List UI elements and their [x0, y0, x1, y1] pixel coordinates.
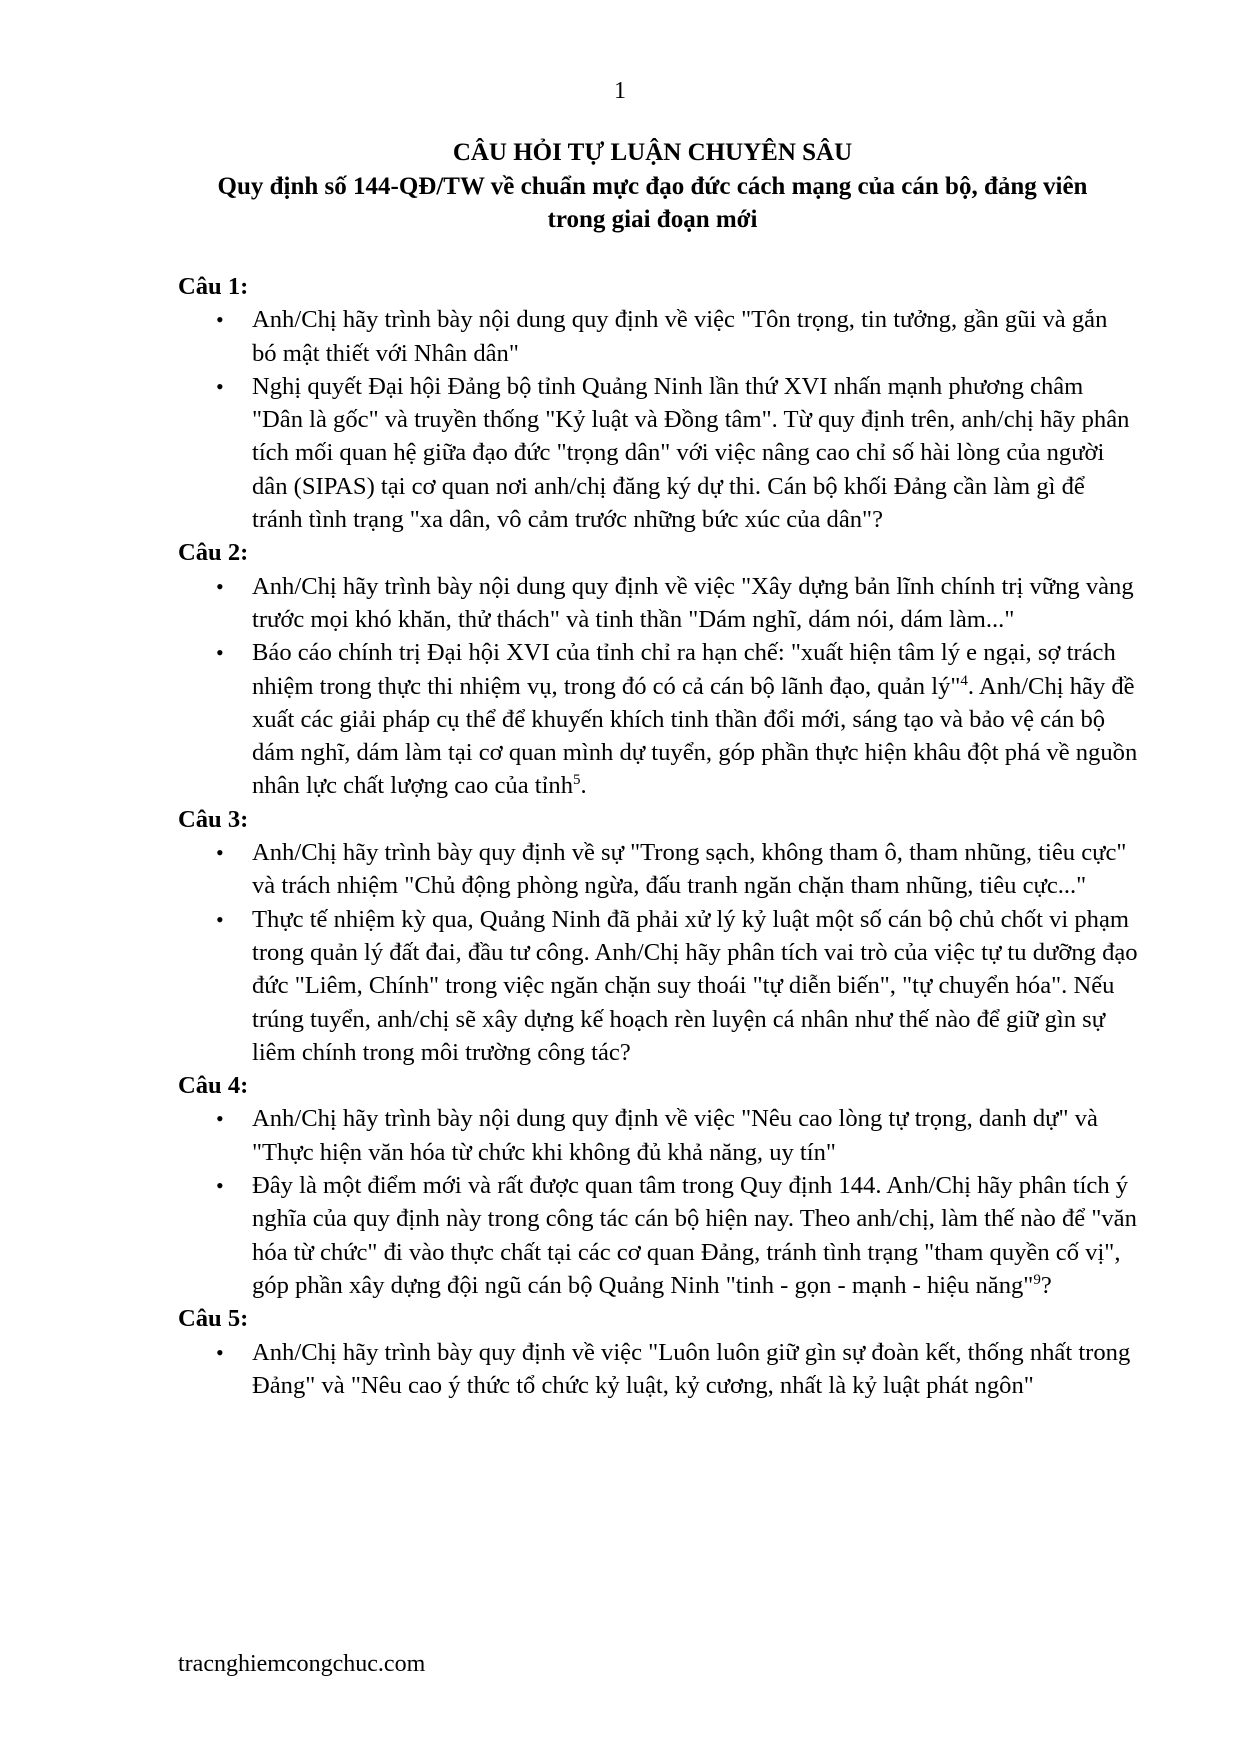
question-label: Câu 4: — [178, 1072, 249, 1100]
question-1 — [178, 270, 1138, 536]
question-bullet: • Anh/Chị hãy trình bày nội dung quy định về việc "Nêu cao lòng tự trọng, danh dự" và "Thực hiện văn hóa từ chức khi không đủ khả năng, uy tín" — [252, 1102, 1138, 1169]
bullet-text: ? — [1040, 1271, 1052, 1299]
footnote-ref: 9 — [1033, 1271, 1041, 1288]
question-bullets — [178, 570, 1138, 803]
question-bullets — [178, 1102, 1138, 1302]
bullet-text: Đây là một điểm mới và rất được quan tâm trong Quy định 144. Anh/Chị hãy phân tích ý nghĩa của quy định này trong công tác cán bộ hiện nay. Theo anh/chị, làm thế nào để "văn hóa từ chức" đi vào thực chất tại các cơ quan Đảng, tránh tình trạng "tham quyền cố vị", góp phần xây dựng đội ngũ cán bộ Quảng Ninh "tinh - gọn - mạnh - hiệu năng" — [252, 1172, 1137, 1299]
question-bullet: • Anh/Chị hãy trình bày nội dung quy định về việc "Xây dựng bản lĩnh chính trị vững vàng trước mọi khó khăn, thử thách" và tinh thần "Dám nghĩ, dám nói, dám làm..." — [252, 570, 1138, 637]
question-label: Câu 5: — [178, 1305, 249, 1333]
question-bullet: • Thực tế nhiệm kỳ qua, Quảng Ninh đã phải xử lý kỷ luật một số cán bộ chủ chốt vi phạm trong quản lý đất đai, đầu tư công. Anh/Chị hãy phân tích vai trò của việc tự tu dưỡng đạo đức "Liêm, Chính" trong việc ngăn chặn suy thoái "tự diễn biến", "tự chuyển hóa". Nếu trúng tuyển, anh/chị sẽ xây dựng kế hoạch rèn luyện cá nhân như thế nào để giữ gìn sự liêm chính trong môi trường công tác? — [252, 903, 1138, 1069]
question-5 — [178, 1302, 1138, 1402]
question-bullets — [178, 1336, 1138, 1403]
bullet-text: . — [580, 772, 587, 800]
question-2 — [178, 536, 1138, 802]
question-bullet: • Anh/Chị hãy trình bày quy định về việc "Luôn luôn giữ gìn sự đoàn kết, thống nhất trong Đảng" và "Nêu cao ý thức tổ chức kỷ luật, kỷ cương, nhất là kỷ luật phát ngôn" — [252, 1336, 1138, 1403]
bullet-text: Báo cáo chính trị Đại hội XVI của tỉnh chỉ ra hạn chế: "xuất hiện tâm lý e ngại, sợ trách nhiệm trong thực thi nhiệm vụ, trong đó có cả cán bộ lãnh đạo, quản lý" — [252, 639, 1116, 700]
footer-site-name: tracnghiemcongchuc.com — [178, 1651, 426, 1677]
document-header — [170, 136, 1135, 237]
document-subtitle-line-2: trong giai đoạn mới — [547, 206, 758, 233]
question-label: Câu 3: — [178, 805, 249, 833]
question-label: Câu 2: — [178, 539, 249, 567]
footnote-ref: 4 — [960, 672, 968, 689]
page-number: 1 — [614, 78, 626, 104]
question-bullets — [178, 303, 1138, 536]
question-bullet: • Nghị quyết Đại hội Đảng bộ tỉnh Quảng Ninh lần thứ XVI nhấn mạnh phương châm "Dân là gốc" và truyền thống "Kỷ luật và Đồng tâm". Từ quy định trên, anh/chị hãy phân tích mối quan hệ giữa đạo đức "trọng dân" với việc nâng cao chỉ số hài lòng của người dân (SIPAS) tại cơ quan nơi anh/chị đăng ký dự thi. Cán bộ khối Đảng cần làm gì để tránh tình trạng "xa dân, vô cảm trước những bức xúc của dân"? — [252, 370, 1138, 536]
question-bullet: • Anh/Chị hãy trình bày quy định về sự "Trong sạch, không tham ô, tham nhũng, tiêu cực" và trách nhiệm "Chủ động phòng ngừa, đấu tranh ngăn chặn tham nhũng, tiêu cực..." — [252, 836, 1138, 903]
bullet-text: . Anh/Chị hãy đề xuất các giải pháp cụ thể để khuyến khích tinh thần đổi mới, sáng tạo và bảo vệ cán bộ dám nghĩ, dám làm tại cơ quan mình dự tuyển, góp phần thực hiện khâu đột phá về nguồn nhân lực chất lượng cao của tỉnh — [252, 672, 1138, 800]
question-bullet — [252, 1169, 1138, 1302]
document-subtitle-line-1: Quy định số 144-QĐ/TW về chuẩn mực đạo đức cách mạng của cán bộ, đảng viên — [217, 172, 1088, 200]
question-4 — [178, 1069, 1138, 1302]
question-bullets — [178, 836, 1138, 1069]
question-bullet: • Anh/Chị hãy trình bày nội dung quy định về việc "Tôn trọng, tin tưởng, gần gũi và gắn bó mật thiết với Nhân dân" — [252, 303, 1138, 370]
question-bullet — [252, 636, 1138, 802]
document-title: CÂU HỎI TỰ LUẬN CHUYÊN SÂU — [452, 139, 853, 166]
question-3 — [178, 803, 1138, 1069]
footnote-ref: 5 — [573, 772, 581, 789]
question-list — [178, 270, 1138, 1402]
question-label: Câu 1: — [178, 273, 249, 300]
